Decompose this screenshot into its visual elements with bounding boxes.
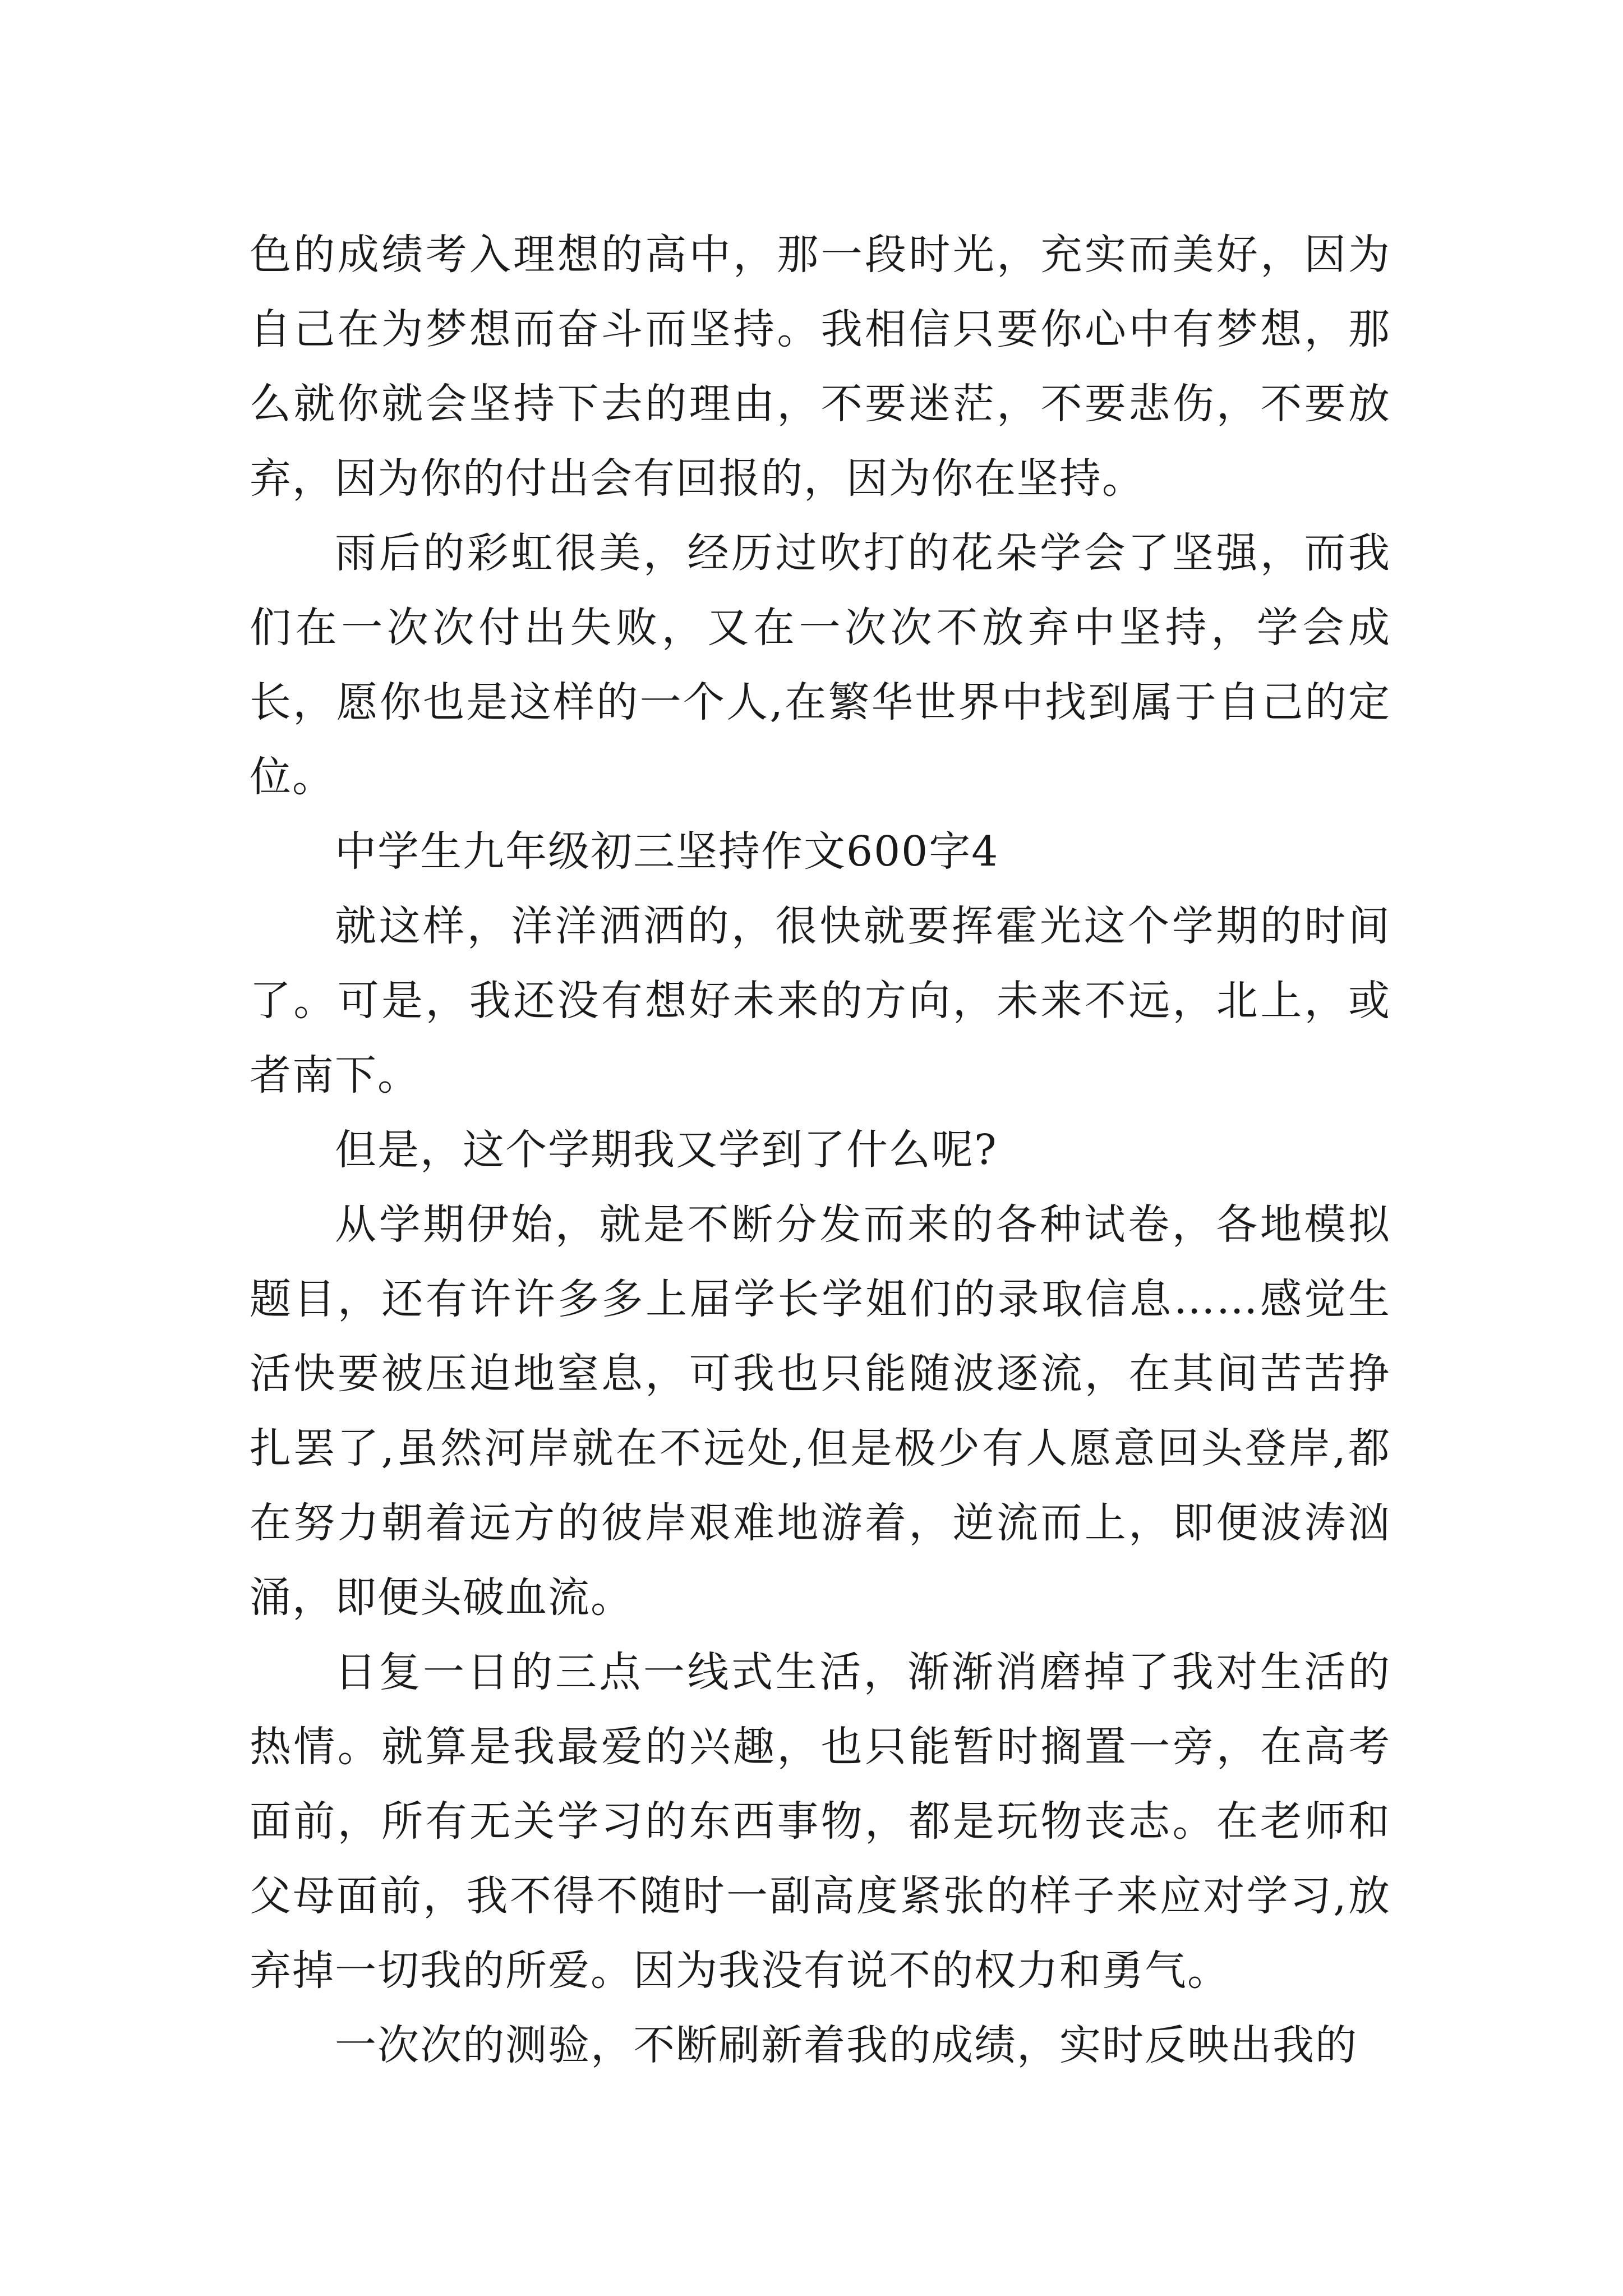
paragraph-semester: 就这样，洋洋洒洒的，很快就要挥霍光这个学期的时间了。可是，我还没有想好未来的方向，未来不远，北上，或者南下。: [250, 902, 1391, 1099]
paragraph-question: 但是，这个学期我又学到了什么呢?: [335, 1126, 998, 1174]
paragraph-routine: 日复一日的三点一线式生活，渐渐消磨掉了我对生活的热情。就算是我最爱的兴趣，也只能暂时搁置一旁，在高考面前，所有无关学习的东西事物，都是玩物丧志。在老师和父母面前，我不得不随时一副高度紧张的样子来应对学习,放弃掉一切我的所爱。因为我没有说不的权力和勇气。: [250, 1648, 1391, 1995]
paragraph-exams: 从学期伊始，就是不断分发而来的各种试卷，各地模拟题目，还有许许多多上届学长学姐们的录取信息……感觉生活快要被压迫地窒息，可我也只能随波逐流，在其间苦苦挣扎罢了,虽然河岸就在不远处,但是极少有人愿意回头登岸,都在努力朝着远方的彼岸艰难地游着，逆流而上，即便波涛汹涌，即便头破血流。: [250, 1200, 1391, 1622]
document-body: [250, 218, 1391, 2083]
paragraph-tests: 一次次的测验，不断刷新着我的成绩，实时反映出我的: [335, 2021, 1358, 2069]
essay-heading: 中学生九年级初三坚持作文600字4: [335, 827, 999, 876]
paragraph-continuation: 色的成绩考入理想的高中，那一段时光，充实而美好，因为自己在为梦想而奋斗而坚持。我相信只要你心中有梦想，那么就你就会坚持下去的理由，不要迷茫，不要悲伤，不要放弃，因为你的付出会有回报的，因为你在坚持。: [250, 231, 1391, 503]
paragraph-rainbow: 雨后的彩虹很美，经历过吹打的花朵学会了坚强，而我们在一次次付出失败，又在一次次不放弃中坚持，学会成长，愿你也是这样的一个人,在繁华世界中找到属于自己的定位。: [250, 529, 1391, 801]
